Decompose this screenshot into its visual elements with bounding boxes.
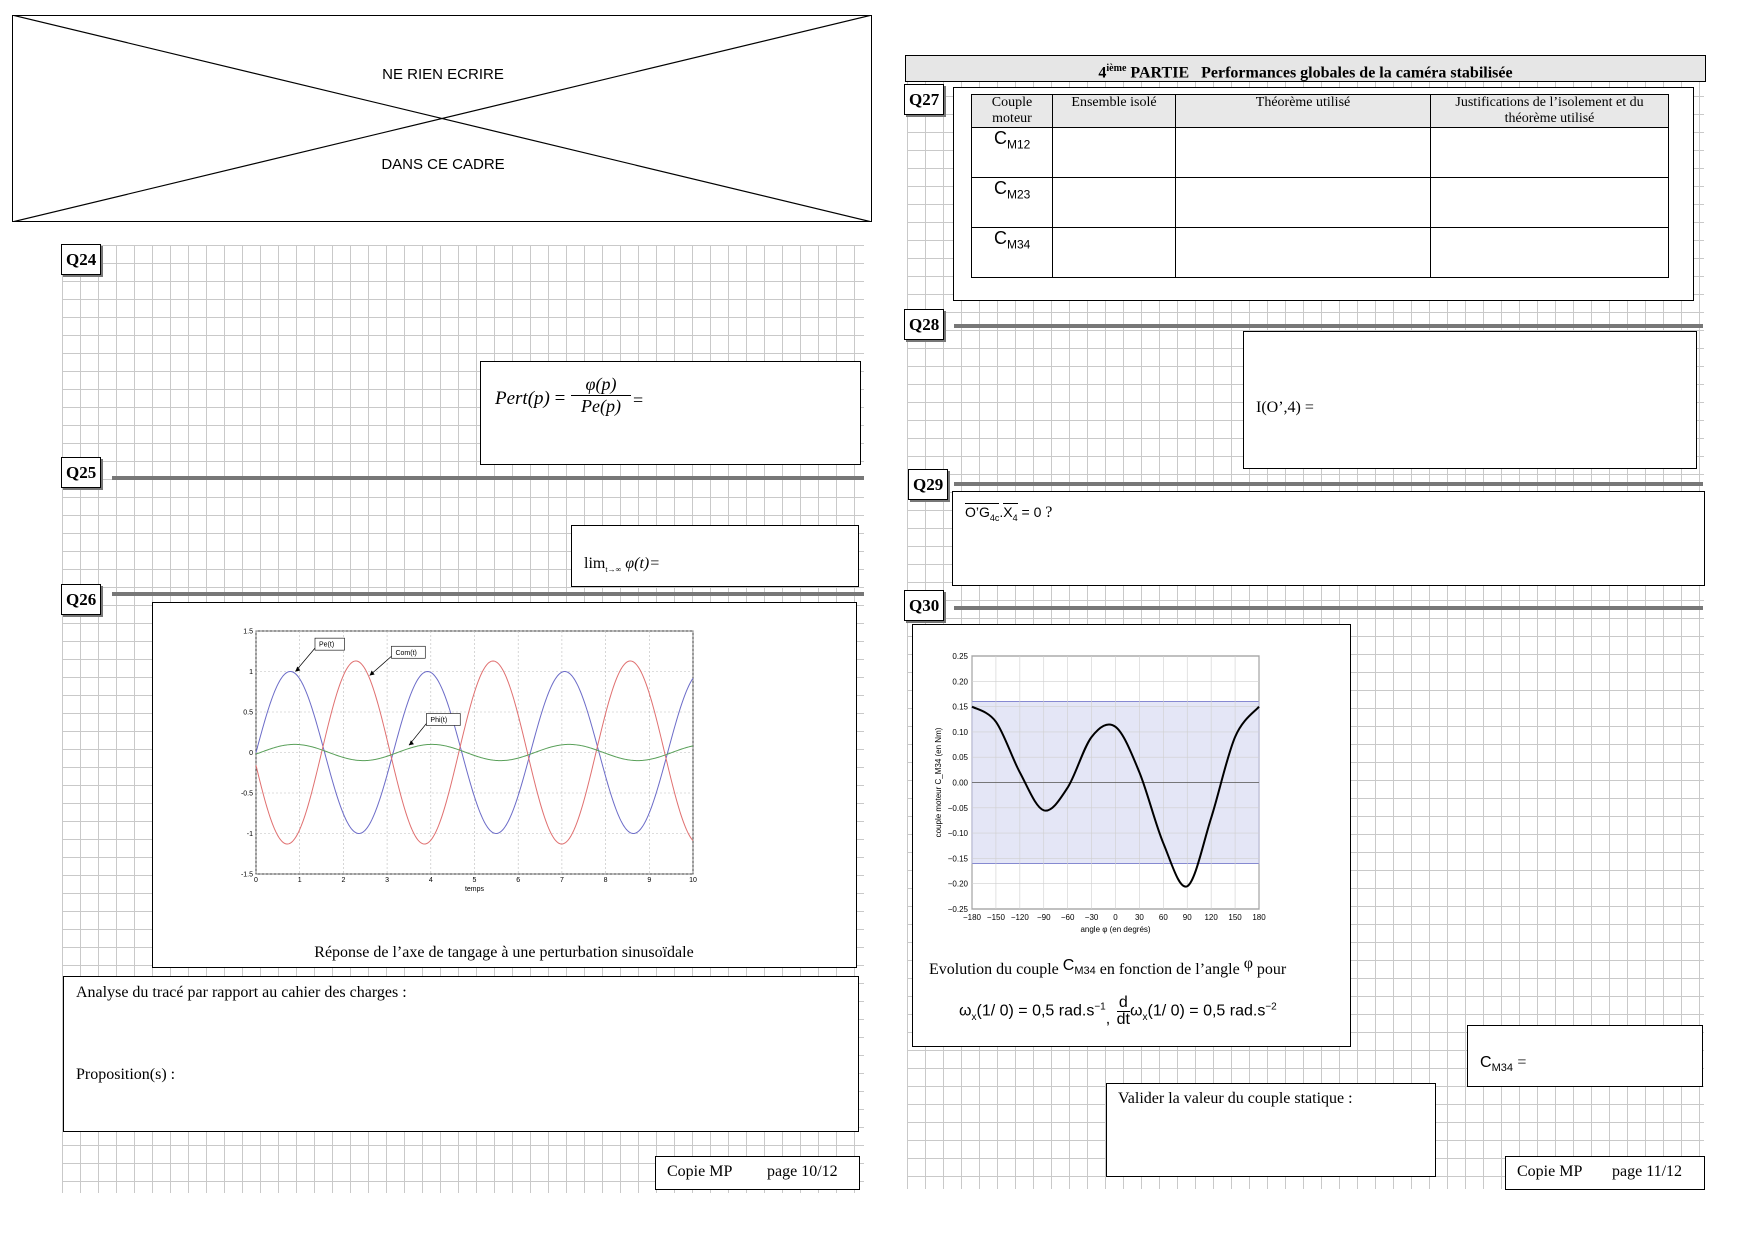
y-tick-label: −0.25 xyxy=(947,905,968,914)
q29-answer-box[interactable] xyxy=(952,491,1705,586)
q30-cm34-eq: = xyxy=(1517,1054,1527,1071)
q30-validate-label: Valider la valeur du couple statique : xyxy=(1118,1090,1353,1107)
q24-formula: Pert(p) = xyxy=(495,388,566,409)
y-tick-label: 0.15 xyxy=(952,702,968,712)
q30-cond1-omega: ω xyxy=(959,1002,972,1020)
q27-cell-theoreme[interactable] xyxy=(1176,178,1431,228)
q27-row-cm34 xyxy=(972,228,1053,278)
q27-header-row xyxy=(972,95,1669,128)
q29-rule xyxy=(954,482,1703,486)
x-tick-label: 3 xyxy=(385,877,390,884)
right-footer-copy: Copie MP xyxy=(1517,1163,1583,1180)
q27-cell-justification[interactable] xyxy=(1431,228,1669,278)
q25-limit-sub: t→∞ xyxy=(605,565,622,575)
x-tick-label: 150 xyxy=(1228,913,1242,922)
y-tick-label: -1.5 xyxy=(240,871,253,879)
q28-answer-box[interactable] xyxy=(1243,331,1697,469)
y-tick-label: −0.15 xyxy=(947,854,968,864)
q27-row-cm12 xyxy=(972,128,1053,178)
x-tick-label: 60 xyxy=(1158,913,1168,922)
x-axis-label: angle φ (en degrés) xyxy=(1080,925,1151,934)
x-tick-label: 9 xyxy=(647,877,652,884)
q30-caption-c-sub: M34 xyxy=(1074,965,1096,978)
q27-cell-justification[interactable] xyxy=(1431,128,1669,178)
y-tick-label: 0.00 xyxy=(952,778,968,788)
x-tick-label: 6 xyxy=(516,877,521,884)
q24-label: Q24 xyxy=(61,244,101,275)
q30-cm34-c: C xyxy=(1480,1054,1492,1071)
x-tick-label: 120 xyxy=(1204,913,1218,922)
x-tick-label: 30 xyxy=(1134,913,1144,922)
part-title-sup: ième xyxy=(1106,63,1127,74)
y-tick-label: 0.5 xyxy=(243,709,253,717)
q30-caption-mid: en fonction de l’angle xyxy=(1099,961,1240,978)
q30-cond2-exp: −2 xyxy=(1265,1001,1277,1013)
q27-label: Q27 xyxy=(904,84,944,115)
q30-caption-c xyxy=(1062,957,1096,978)
q30-chart-frame xyxy=(912,624,1351,1047)
q30-derivative xyxy=(1117,995,1130,1028)
q26-label: Q26 xyxy=(61,584,101,615)
q27-row-cm12-c: C xyxy=(994,128,1007,148)
q29-label: Q29 xyxy=(908,469,948,500)
q30-cond2-sub: x xyxy=(1142,1011,1148,1023)
q27-header-theoreme: Théorème utilisé xyxy=(1176,95,1431,128)
q29-vec2 xyxy=(1003,503,1018,523)
x-tick-label: 0 xyxy=(1113,913,1118,922)
q30-caption-c-letter: C xyxy=(1062,957,1075,974)
q26-analysis-label: Analyse du tracé par rapport au cahier des charges : xyxy=(76,984,407,1001)
q27-cell-ensemble[interactable] xyxy=(1053,178,1176,228)
q30-label: Q30 xyxy=(904,590,944,621)
y-tick-label: 0.10 xyxy=(952,727,968,737)
torque-vs-angle-chart xyxy=(913,625,1349,945)
q30-caption xyxy=(929,955,1286,979)
table-row xyxy=(972,178,1669,228)
q25-limit-lim: lim xyxy=(584,555,606,572)
q29-vec2-sub: 4 xyxy=(1012,512,1018,523)
x-tick-label: 8 xyxy=(603,877,608,884)
q28-label: Q28 xyxy=(904,309,944,340)
y-tick-label: −0.20 xyxy=(947,879,968,889)
q29-vec1-sub: 4c xyxy=(989,512,1000,523)
x-tick-label: 5 xyxy=(472,877,477,884)
q29-question: ? xyxy=(1045,504,1053,521)
q30-cond2-omega: ω xyxy=(1130,1002,1143,1020)
q27-cell-ensemble[interactable] xyxy=(1053,128,1176,178)
y-tick-label: 1.5 xyxy=(243,628,253,636)
q25-limit xyxy=(584,555,660,574)
q27-header-justification: Justifications de l’isolement et du théorème utilisé xyxy=(1431,95,1669,128)
q30-cond1-sub: x xyxy=(971,1011,977,1023)
x-tick-label: −180 xyxy=(962,913,982,922)
q25-answer-box[interactable] xyxy=(571,525,859,587)
q25-rule xyxy=(112,476,864,480)
q30-caption-post: pour xyxy=(1256,961,1287,978)
x-tick-label: 0 xyxy=(254,877,258,884)
q30-cond2-rest: (1/ 0) = 0,5 rad.s xyxy=(1147,1002,1266,1020)
q26-analysis-box[interactable] xyxy=(63,976,859,1132)
left-footer-copy: Copie MP xyxy=(667,1163,733,1180)
x-tick-label: −120 xyxy=(1010,913,1029,922)
x-tick-label: −90 xyxy=(1036,913,1051,922)
no-write-line2: DANS CE CADRE xyxy=(381,156,505,173)
q25-label: Q25 xyxy=(61,457,101,488)
q27-cell-justification[interactable] xyxy=(1431,178,1669,228)
part-title-text: PARTIE Performances globales de la caméra stabilisée xyxy=(1130,64,1513,82)
perturbation-response-chart xyxy=(153,603,855,933)
q24-fraction xyxy=(571,374,631,417)
q30-caption-phi: φ xyxy=(1243,955,1253,972)
q30-rule xyxy=(954,606,1703,610)
q30-derivative-num: d xyxy=(1117,995,1130,1012)
annotation-label: Phi(t) xyxy=(430,716,448,724)
q26-chart-caption: Réponse de l’axe de tangage à une perturbation sinusoïdale xyxy=(314,944,694,961)
cross-lines xyxy=(12,15,872,222)
q29-vec1-text: O’G xyxy=(965,504,990,520)
part-title-bar xyxy=(905,55,1706,82)
y-tick-label: 0.05 xyxy=(952,753,968,763)
x-tick-label: 10 xyxy=(689,877,697,884)
q29-vec1 xyxy=(965,503,1000,523)
annotation-label: Pe(t) xyxy=(318,641,335,649)
no-write-frame xyxy=(12,15,872,222)
q26-rule xyxy=(112,592,864,596)
no-write-line1: NE RIEN ECRIRE xyxy=(382,66,504,83)
q24-fraction-num: φ(p) xyxy=(571,374,631,396)
y-tick-label: 0 xyxy=(249,750,253,757)
x-tick-label: 90 xyxy=(1182,913,1192,922)
q30-cm34 xyxy=(1480,1054,1526,1074)
q27-header-couple: Couple moteur xyxy=(972,95,1053,128)
part-title-num: 4 xyxy=(1098,64,1107,82)
q27-row-cm23-sub: M23 xyxy=(1007,187,1031,202)
y-tick-label: 1 xyxy=(249,669,253,676)
annotation-label: Com(t) xyxy=(395,649,417,657)
q29-vec2-text: X xyxy=(1003,504,1013,520)
x-tick-label: −150 xyxy=(986,913,1005,922)
right-footer-page: page 11/12 xyxy=(1612,1163,1683,1180)
x-tick-label: −30 xyxy=(1084,913,1099,922)
x-tick-label: 1 xyxy=(297,877,302,884)
q30-conditions xyxy=(959,995,1277,1029)
q24-equals: = xyxy=(633,390,644,410)
y-tick-label: -0.5 xyxy=(240,790,253,798)
x-tick-label: 4 xyxy=(428,877,433,884)
x-tick-label: 180 xyxy=(1252,913,1266,922)
q27-row-cm34-sub: M34 xyxy=(1007,237,1031,252)
q29-dot: . xyxy=(999,504,1004,520)
q26-proposition-label: Proposition(s) : xyxy=(76,1066,176,1083)
left-footer xyxy=(655,1156,860,1190)
q30-validate-box[interactable] xyxy=(1106,1083,1436,1177)
x-tick-label: −60 xyxy=(1060,913,1075,922)
table-row xyxy=(972,228,1669,278)
q30-caption-pre: Evolution du couple xyxy=(929,961,1059,978)
q27-cell-ensemble[interactable] xyxy=(1053,228,1176,278)
q27-header-ensemble: Ensemble isolé xyxy=(1053,95,1176,128)
y-tick-label: -1 xyxy=(246,831,253,838)
q26-chart-frame xyxy=(152,602,857,968)
q27-row-cm12-sub: M12 xyxy=(1007,137,1031,152)
y-tick-label: −0.05 xyxy=(947,803,968,813)
q30-cond1-exp: −1 xyxy=(1094,1001,1106,1013)
y-tick-label: −0.10 xyxy=(947,829,968,839)
q27-row-cm23-c: C xyxy=(994,178,1007,198)
table-row xyxy=(972,128,1669,178)
q30-derivative-den: dt xyxy=(1116,1011,1130,1028)
q29-eq: = 0 xyxy=(1017,504,1042,520)
q27-row-cm34-c: C xyxy=(994,228,1007,248)
q24-fraction-den: Pe(p) xyxy=(581,396,621,416)
q30-cm34-sub: M34 xyxy=(1491,1062,1513,1075)
q30-cm34-box[interactable] xyxy=(1467,1025,1703,1087)
y-tick-label: 0.20 xyxy=(952,677,968,687)
y-tick-label: 0.25 xyxy=(952,652,968,661)
q24-formula-lhs: Pert(p) xyxy=(495,388,550,409)
q28-text: I(O’,4) = xyxy=(1256,399,1314,416)
q27-row-cm23 xyxy=(972,178,1053,228)
q30-cond1-rest: (1/ 0) = 0,5 rad.s xyxy=(976,1002,1095,1020)
q27-cell-theoreme[interactable] xyxy=(1176,228,1431,278)
q28-rule xyxy=(954,324,1703,328)
q25-limit-rhs: φ(t)= xyxy=(625,555,661,572)
q30-comma: , xyxy=(1105,1010,1111,1028)
q27-table xyxy=(971,94,1669,278)
right-footer xyxy=(1505,1156,1705,1190)
x-tick-label: 7 xyxy=(559,877,564,884)
x-tick-label: 2 xyxy=(341,877,346,884)
q27-cell-theoreme[interactable] xyxy=(1176,128,1431,178)
q24-answer-box[interactable] xyxy=(480,361,861,465)
y-axis-label: couple moteur C_M34 (en Nm) xyxy=(934,727,943,838)
x-axis-label: temps xyxy=(464,886,485,893)
left-footer-page: page 10/12 xyxy=(767,1163,838,1180)
q29-expression xyxy=(965,504,1052,523)
